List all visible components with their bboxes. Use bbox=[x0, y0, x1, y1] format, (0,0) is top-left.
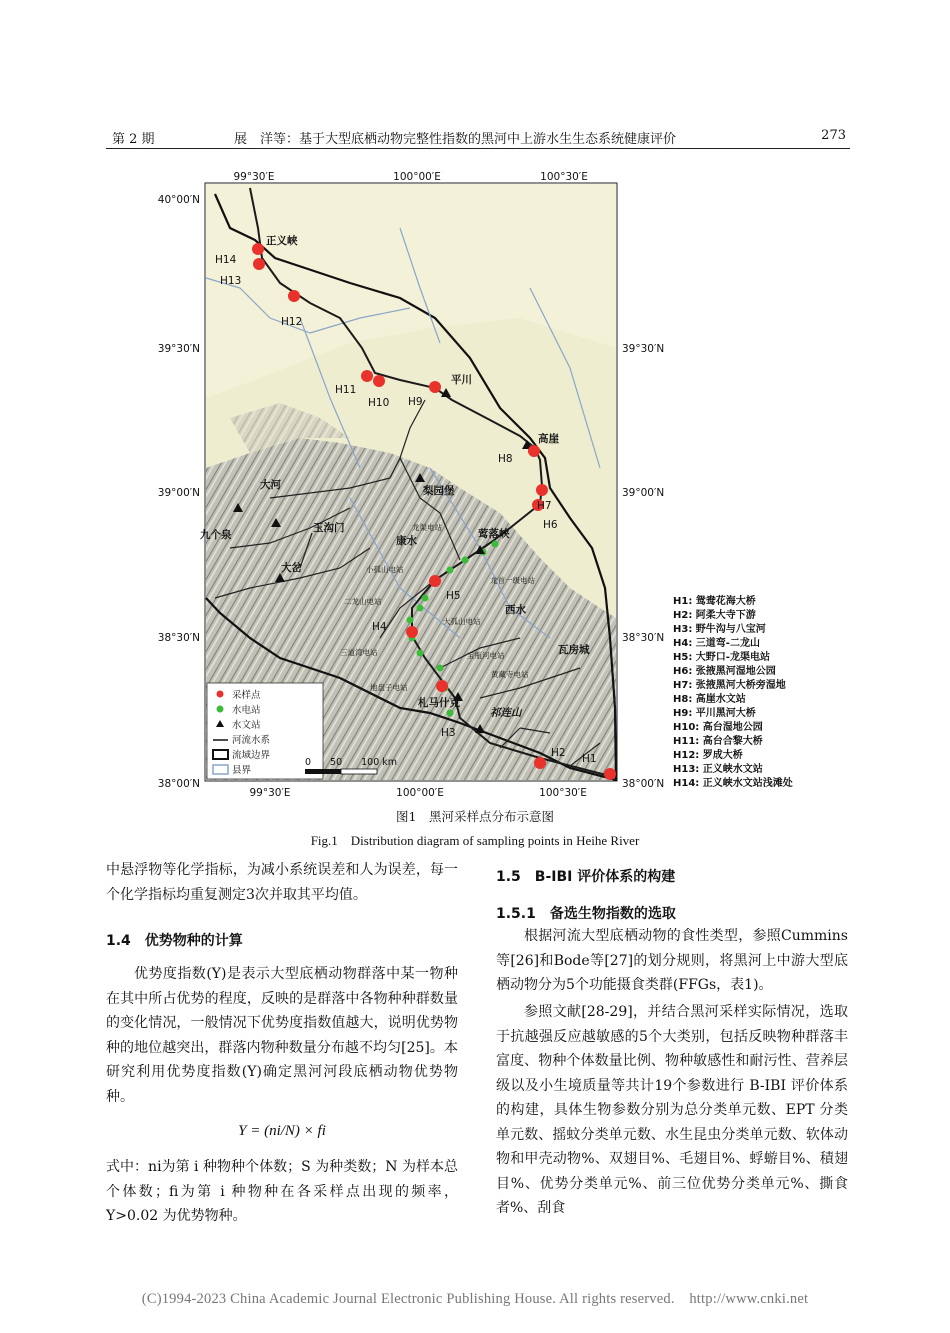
station-name: 二龙山电站 bbox=[344, 597, 382, 606]
site-label: H5 bbox=[446, 590, 461, 602]
site-name: H12: 罗成大桥 bbox=[673, 750, 743, 761]
site-name: H9: 平川黑河大桥 bbox=[673, 708, 756, 719]
legend-label: 流域边界 bbox=[232, 750, 271, 761]
place-name: 大岔 bbox=[281, 562, 302, 574]
site-name: H10: 高台湿地公园 bbox=[673, 722, 763, 733]
site-name: H3: 野牛沟与八宝河 bbox=[673, 624, 766, 635]
sampling-map bbox=[100, 168, 820, 798]
site-name: H1: 鸳鸯花海大桥 bbox=[673, 596, 756, 607]
copyright-footer: (C)1994-2023 China Academic Journal Electronic Publishing House. All rights reserved. http://www.cnki.net bbox=[141, 1291, 809, 1307]
lat-tick: 38°30′N bbox=[622, 632, 665, 644]
lat-tick: 40°00′N bbox=[157, 194, 200, 206]
site-label: H2 bbox=[551, 747, 566, 759]
page-number: 273 bbox=[821, 128, 846, 143]
lat-tick: 39°00′N bbox=[157, 487, 200, 499]
site-name: H4: 三道弯-二龙山 bbox=[673, 638, 760, 649]
lat-tick: 38°00′N bbox=[157, 778, 200, 790]
station-name: 黄藏寺电站 bbox=[491, 670, 529, 679]
lat-tick: 38°00′N bbox=[622, 778, 665, 790]
lon-ticks-top bbox=[234, 171, 588, 183]
station-name: 小孤山电站 bbox=[366, 565, 404, 574]
station-name: 三道湾电站 bbox=[340, 648, 378, 657]
site-label: H6 bbox=[543, 519, 558, 531]
site-label: H7 bbox=[537, 500, 552, 512]
lat-tick: 39°00′N bbox=[622, 487, 665, 499]
dominance-formula: Y = (ni/N) × fi bbox=[238, 1123, 326, 1139]
site-label: H9 bbox=[408, 396, 423, 408]
site-name: H8: 高崖水文站 bbox=[673, 694, 746, 705]
site-name: H5: 大野口-龙渠电站 bbox=[673, 652, 770, 663]
lon-tick: 99°30′E bbox=[249, 787, 291, 798]
site-label: H12 bbox=[281, 316, 303, 328]
scale-label: 0 50 100 km bbox=[305, 757, 398, 768]
site-label: H14 bbox=[215, 254, 237, 266]
lon-tick: 100°30′E bbox=[540, 171, 588, 183]
lat-ticks-left bbox=[158, 194, 200, 790]
place-name: 大河 bbox=[260, 479, 281, 491]
site-label: H8 bbox=[498, 453, 513, 465]
left-paragraph-2: 式中：ni为第 i 种物种个体数；S 为种类数；N 为样本总个体数；fi为第 i 种物种在各采样点出现的频率，Y>0.02 为优势物种。 bbox=[106, 1159, 458, 1224]
place-name: 九个泉 bbox=[200, 529, 232, 541]
lon-tick: 100°00′E bbox=[396, 787, 444, 798]
place-name: 梨园堡 bbox=[423, 485, 455, 497]
site-name: H2: 阿柔大寺下游 bbox=[673, 610, 756, 621]
running-title: 展 洋等：基于大型底栖动物完整性指数的黑河中上游水生生态系统健康评价 bbox=[234, 132, 677, 147]
issue-number: 第 2 期 bbox=[112, 132, 155, 147]
right-paragraph-2: 参照文献[28-29]，并结合黑河采样实际情况，选取于抗越强反应越敏感的5个大类别，包括反映物种群落丰富度、物种个体数量比例、物种敏感性和耐污性、营养层级以及小生境质量等共计19个参数进行 B-IBI 评价体系的构建，具体生物参数分别为总分类单元数、EPT 分类单元数、摇蚊分类单元数、水生昆虫分类单元数、软体动物和甲壳动物%、双翅目%、毛翅目%、蜉蝣目%、積翅目%、优势分类单元%、前三位优势分类单元%、撕食者%、刮食 bbox=[496, 1004, 848, 1216]
lat-tick: 39°30′N bbox=[157, 343, 200, 355]
place-name: 瓦房城 bbox=[558, 644, 590, 656]
section-heading-1-5-1: 1.5.1 备选生物指数的选取 bbox=[496, 906, 676, 922]
figure-caption-en: Fig.1 Distribution diagram of sampling points in Heihe River bbox=[310, 833, 640, 848]
site-label: H3 bbox=[441, 727, 456, 739]
place-name: 平川 bbox=[451, 374, 472, 386]
place-name: 西水 bbox=[505, 604, 526, 616]
site-label: H13 bbox=[220, 275, 242, 287]
station-name: 龙首一级电站 bbox=[490, 576, 535, 585]
site-name: H6: 张掖黑河湿地公园 bbox=[673, 666, 776, 677]
legend-label: 县界 bbox=[232, 765, 252, 776]
site-name: H7: 张掖黑河大桥旁湿地 bbox=[673, 680, 786, 691]
lon-tick: 100°30′E bbox=[539, 787, 587, 798]
place-name: 正义峡 bbox=[266, 235, 298, 247]
running-header bbox=[106, 126, 850, 149]
station-name: 龙渠电站 bbox=[412, 523, 442, 532]
place-name: 莺落峡 bbox=[478, 528, 510, 540]
lat-tick: 39°30′N bbox=[622, 343, 665, 355]
station-name: 大孤山电站 bbox=[443, 617, 481, 626]
section-heading-1-5: 1.5 B-IBI 评价体系的构建 bbox=[496, 869, 676, 885]
hydropower-icon bbox=[217, 706, 224, 713]
site-name: H13: 正义峡水文站 bbox=[673, 764, 763, 775]
legend-label: 河流水系 bbox=[232, 735, 271, 746]
left-paragraph-0: 中悬浮物等化学指标，为减小系统误差和人为误差，每一个化学指标均重复测定3次并取其平均值。 bbox=[106, 862, 458, 903]
legend-label: 水文站 bbox=[232, 720, 261, 731]
site-label: H4 bbox=[372, 621, 387, 633]
place-name: 祁连山 bbox=[490, 707, 522, 719]
left-paragraph-1: 优势度指数(Y)是表示大型底栖动物群落中某一物种在其中所占优势的程度，反映的是群落中各物种种群数量的变化情况，一般情况下优势度指数值越大，说明优势物种的地位越突出，群落内物种数量分布越不均匀[25]。本研究利用优势度指数(Y)确定黑河河段底栖动物优势物种。 bbox=[106, 966, 458, 1105]
sampling-point-icon bbox=[217, 691, 224, 698]
place-name: 康水 bbox=[396, 535, 417, 547]
site-label: H11 bbox=[335, 384, 357, 396]
legend-label: 水电站 bbox=[232, 705, 261, 716]
station-name: 地盘子电站 bbox=[370, 683, 408, 692]
sampling-map-figure bbox=[100, 168, 820, 798]
lat-tick: 38°30′N bbox=[157, 632, 200, 644]
section-heading-1-4: 1.4 优势物种的计算 bbox=[106, 933, 243, 949]
station-name: 宝瓶河电站 bbox=[467, 651, 505, 660]
lat-ticks-right bbox=[622, 343, 664, 790]
site-names-list bbox=[673, 594, 793, 789]
place-name: 高崖 bbox=[538, 433, 559, 445]
lon-ticks-bottom bbox=[250, 787, 587, 798]
legend-label: 采样点 bbox=[232, 690, 261, 701]
right-paragraph-1: 根据河流大型底栖动物的食性类型，参照Cummins等[26]和Bode等[27]的划分规则，将黑河上中游大型底栖动物分为5个功能摄食类群(FFGs，表1)。 bbox=[496, 928, 848, 993]
site-name: H14: 正义峡水文站浅滩处 bbox=[673, 778, 793, 789]
site-label: H10 bbox=[368, 397, 390, 409]
place-name: 玉沟门 bbox=[313, 522, 345, 534]
place-name: 札马什克 bbox=[418, 697, 460, 709]
lon-tick: 99°30′E bbox=[233, 171, 275, 183]
figure-caption-cn: 图1 黑河采样点分布示意图 bbox=[396, 809, 554, 824]
lon-tick: 100°00′E bbox=[393, 171, 441, 183]
site-label: H1 bbox=[582, 753, 597, 765]
site-name: H11: 高台合黎大桥 bbox=[673, 736, 763, 747]
